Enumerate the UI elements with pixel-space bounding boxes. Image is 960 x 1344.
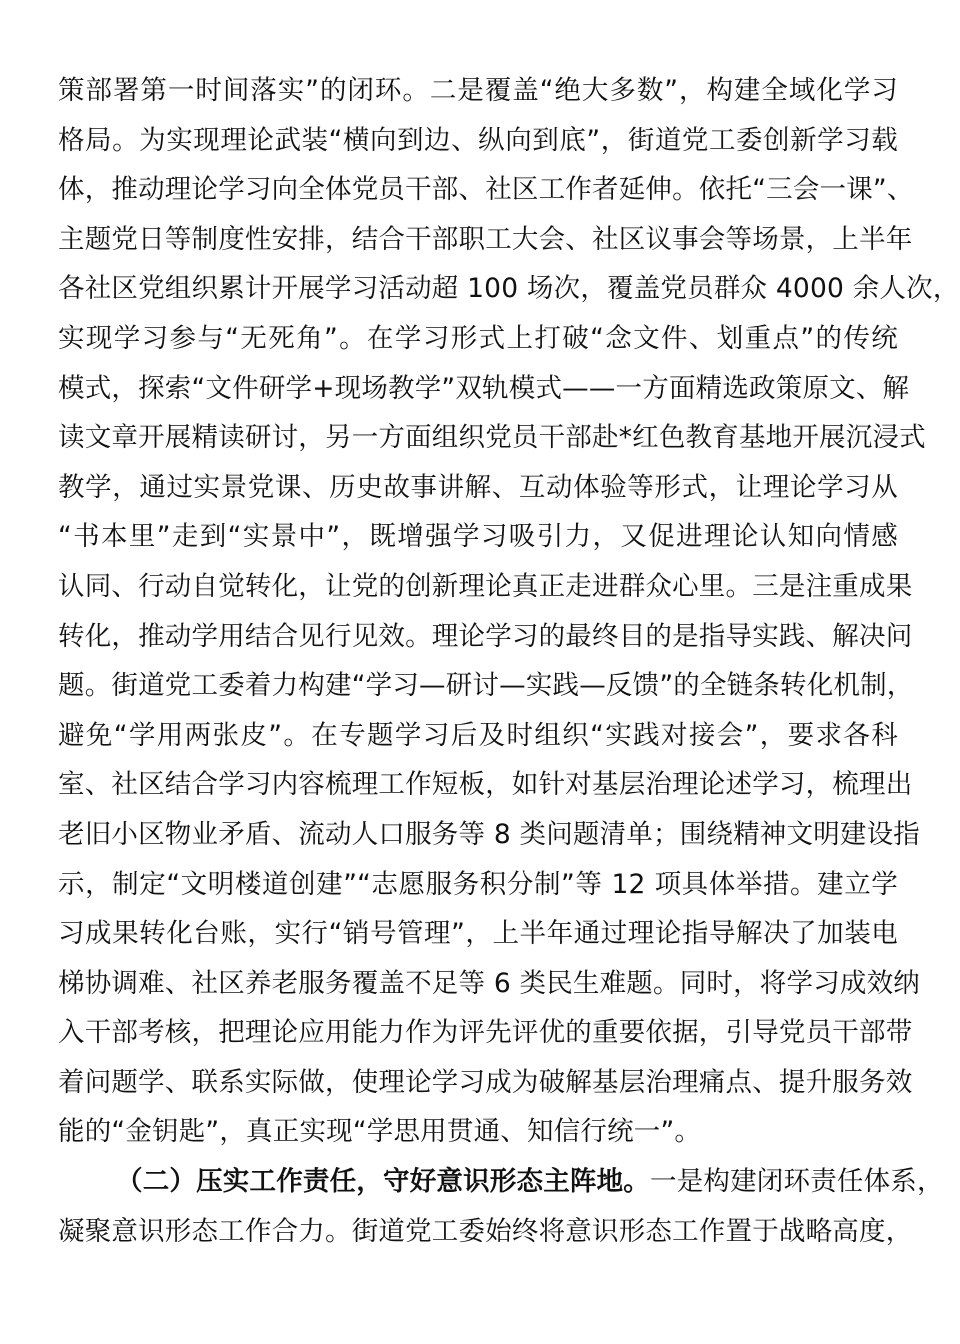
text-line: 老旧小区物业矛盾、流动人口服务等 8 类问题清单；围绕精神文明建设指 — [58, 818, 921, 850]
body-text — [58, 66, 960, 1256]
text-line: 入干部考核，把理论应用能力作为评先评优的重要依据，引导党员干部带 — [58, 1017, 913, 1049]
text-line: 各社区党组织累计开展学习活动超 100 场次，覆盖党员群众 4000 余人次， — [58, 273, 960, 305]
text-line: 凝聚意识形态工作合力。街道党工委始终将意识形态工作置于战略高度， — [58, 1215, 913, 1247]
text-line: 室、社区结合学习内容梳理工作短板，如针对基层治理论述学习，梳理出 — [58, 769, 913, 801]
text-line: 梯协调难、社区养老服务覆盖不足等 6 类民生难题。同时，将学习成效纳 — [58, 967, 921, 999]
section-heading: （二）压实工作责任，守好意识形态主阵地。 — [116, 1166, 650, 1198]
paragraph-2 — [58, 1157, 944, 1256]
text-line: 认同、行动自觉转化，让党的创新理论真正走进群众心里。三是注重成果 — [58, 570, 913, 602]
text-line: 策部署第一时间落实”的闭环。二是覆盖“绝大多数”，构建全域化学习 — [58, 75, 898, 106]
text-line: 读文章开展精读研讨，另一方面组织党员干部赴*红色教育基地开展沉浸式 — [58, 422, 926, 454]
text-line: 题。街道党工委着力构建“学习—研讨—实践—反馈”的全链条转化机制， — [58, 670, 914, 702]
text-line: 格局。为实现理论武装“横向到边、纵向到底”，街道党工委创新学习载 — [58, 124, 898, 156]
section-heading-continuation: 一是构建闭环责任体系， — [650, 1166, 944, 1198]
text-line: 主题党日等制度性安排，结合干部职工大会、社区议事会等场景，上半年 — [58, 223, 913, 255]
text-line — [58, 1157, 944, 1207]
paragraph-1 — [58, 66, 960, 1157]
text-line: 习成果转化台账，实行“销号管理”，上半年通过理论指导解决了加装电 — [58, 918, 898, 950]
text-line: “书本里”走到“实景中”，既增强学习吸引力，又促进理论认知向情感 — [58, 521, 898, 553]
text-line: 示，制定“文明楼道创建”“志愿服务积分制”等 12 项具体举措。建立学 — [58, 868, 898, 900]
text-line: 转化，推动学用结合见行见效。理论学习的最终目的是指导实践、解决问 — [58, 620, 913, 652]
text-line: 避免“学用两张皮”。在专题学习后及时组织“实践对接会”，要求各科 — [58, 719, 898, 751]
text-line: 着问题学、联系实际做，使理论学习成为破解基层治理痛点、提升服务效 — [58, 1066, 913, 1098]
text-line: 教学，通过实景党课、历史故事讲解、互动体验等形式，让理论学习从 — [58, 471, 898, 503]
text-line: 能的“金钥匙”，真正实现“学思用贯通、知信行统一”。 — [58, 1116, 702, 1148]
text-line: 实现学习参与“无死角”。在学习形式上打破“念文件、划重点”的传统 — [58, 322, 898, 354]
text-line: 体，推动理论学习向全体党员干部、社区工作者延伸。依托“三会一课”、 — [58, 174, 914, 206]
text-line: 模式，探索“文件研学+现场教学”双轨模式——一方面精选政策原文、解 — [58, 372, 910, 404]
